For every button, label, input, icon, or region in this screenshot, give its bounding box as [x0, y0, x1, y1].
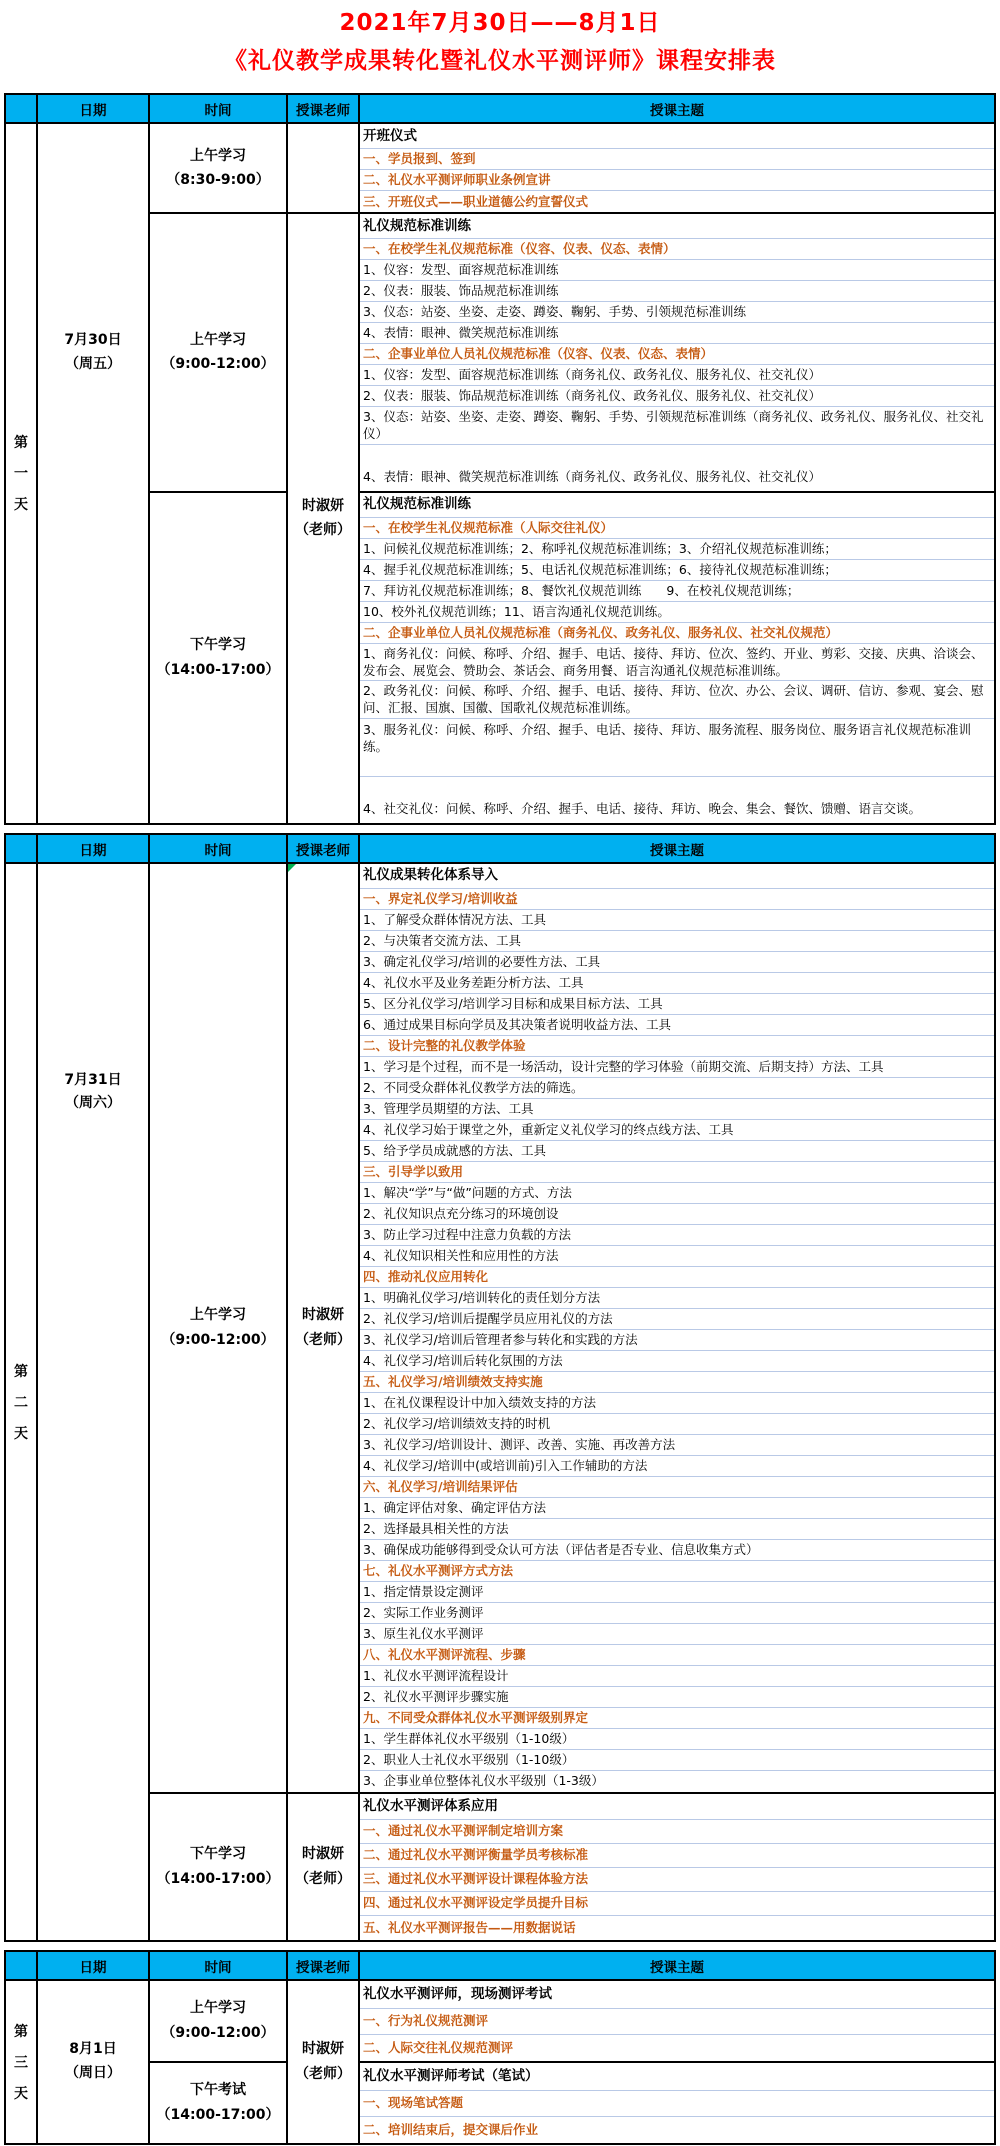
topic-row-item: 1、商务礼仪：问候、称呼、介绍、握手、电话、接待、拜访、位次、签约、开业、剪彩、交接、庆典、洽谈会、发布会、展览会、赞助会、茶话会、商务用餐、语言沟通礼仪规范标准训练。 — [360, 644, 994, 682]
topic-row-item: 2、职业人士礼仪水平级别（1-10级） — [360, 1750, 994, 1771]
topic-row-title: 礼仪水平测评师，现场测评考试 — [360, 1981, 994, 2009]
topic-row-item: 3、确保成功能够得到受众认可方法（评估者是否专业、信息收集方式） — [360, 1540, 994, 1561]
topic-row-item: 1、在礼仪课程设计中加入绩效支持的方法 — [360, 1393, 994, 1414]
time-session-label: 下午学习 — [190, 1846, 246, 1862]
day-label-char: 一 — [14, 466, 28, 483]
topic-row-item: 4、社交礼仪：问候、称呼、介绍、握手、电话、接待、拜访、晚会、集会、餐饮、馈赠、语言交谈。 — [363, 801, 921, 817]
teacher-cell — [288, 1981, 360, 2143]
topic-cell — [360, 2061, 994, 2143]
topic-row-section: 三、开班仪式——职业道德公约宣誓仪式 — [363, 193, 589, 209]
header-cell-corner — [6, 835, 38, 862]
day-label-char: 第 — [14, 1363, 28, 1380]
topic-row-section: 二、通过礼仪水平测评衡量学员考核标准 — [360, 1844, 994, 1868]
time-cell — [150, 1981, 288, 2061]
topic-row-title: 礼仪水平测评体系应用 — [360, 1794, 994, 1820]
topic-row-item: 3、仪态：站姿、坐姿、走姿、蹲姿、鞠躬、手势、引领规范标准训练 — [360, 302, 994, 323]
topic-row-item: 3、管理学员期望的方法、工具 — [360, 1099, 994, 1120]
topic-row-section: 一、在校学生礼仪规范标准（人际交往礼仪） — [360, 518, 994, 539]
header-cell-corner — [6, 1952, 38, 1979]
time-cell — [150, 212, 288, 491]
header-cell-teacher: 授课老师 — [288, 1952, 360, 1979]
topic-cell — [360, 1981, 994, 2061]
topic-row-section: 八、礼仪水平测评流程、步骤 — [360, 1645, 994, 1666]
topic-row-item: 3、礼仪学习/培训后管理者参与转化和实践的方法 — [360, 1330, 994, 1351]
page-title — [4, 0, 996, 86]
page-title-line2: 《礼仪教学成果转化暨礼仪水平测评师》课程安排表 — [224, 48, 776, 74]
topic-row-item: 2、礼仪水平测评步骤实施 — [360, 1687, 994, 1708]
topic-row-item: 3、原生礼仪水平测评 — [360, 1624, 994, 1645]
time-range-label: （14:00-17:00） — [156, 661, 280, 678]
topic-row-item: 3、防止学习过程中注意力负载的方法 — [360, 1225, 994, 1246]
topic-row-section: 一、通过礼仪水平测评制定培训方案 — [360, 1820, 994, 1844]
teacher-suffix: （老师） — [295, 1331, 351, 1348]
topic-row-section: 二、企事业单位人员礼仪规范标准（仪容、仪表、仪态、表情） — [360, 344, 994, 365]
topic-row-item: 4、表情：眼神、微笑规范标准训练（商务礼仪、政务礼仪、服务礼仪、社交礼仪） — [363, 469, 821, 485]
table-header-row — [4, 1950, 996, 1981]
topic-row-item: 2、不同受众群体礼仪教学方法的筛选。 — [360, 1078, 994, 1099]
topic-row-section: 二、设计完整的礼仪教学体验 — [360, 1036, 994, 1057]
time-session-label: 上午学习 — [190, 331, 246, 348]
topic-row-item: 2、仪表：服装、饰品规范标准训练（商务礼仪、政务礼仪、服务礼仪、社交礼仪） — [360, 386, 994, 407]
time-session-label: 下午考试 — [190, 2082, 246, 2098]
date-line2: （周五） — [65, 355, 121, 372]
header-cell-corner — [6, 95, 38, 122]
day-label-char: 三 — [14, 2054, 28, 2071]
topic-row-title: 开班仪式 — [360, 124, 994, 149]
teacher-name: 时淑妍 — [302, 1846, 344, 1862]
date-line1: 8月1日 — [69, 2040, 117, 2057]
topic-row-section: 一、学员报到、签到 — [360, 149, 994, 170]
topic-row-section: 四、通过礼仪水平测评设定学员提升目标 — [360, 1892, 994, 1916]
topic-row-section: 一、现场笔试答题 — [360, 2091, 994, 2117]
topic-row-section: 二、人际交往礼仪规范测评 — [363, 2039, 514, 2055]
header-cell-date: 日期 — [38, 95, 150, 122]
topic-row-item: 10、校外礼仪规范训练；11、语言沟通礼仪规范训练。 — [360, 602, 994, 623]
topic-row-item: 1、礼仪水平测评流程设计 — [360, 1666, 994, 1687]
teacher-cell — [288, 212, 360, 823]
day-label-char: 第 — [14, 2023, 28, 2040]
header-cell-teacher: 授课老师 — [288, 95, 360, 122]
topic-row-item: 2、礼仪学习/培训后提醒学员应用礼仪的方法 — [360, 1309, 994, 1330]
time-cell — [150, 124, 288, 212]
time-cell — [150, 864, 288, 1792]
header-cell-date: 日期 — [38, 1952, 150, 1979]
topic-row-title: 礼仪成果转化体系导入 — [360, 864, 994, 889]
time-range-label: （9:00-12:00） — [161, 2024, 275, 2041]
topic-row-item: 4、礼仪水平及业务差距分析方法、工具 — [360, 973, 994, 994]
teacher-cell — [288, 864, 360, 1792]
topic-row-item: 1、问候礼仪规范标准训练；2、称呼礼仪规范标准训练；3、介绍礼仪规范标准训练； — [360, 539, 994, 560]
table-header-row — [4, 833, 996, 864]
topic-cell — [360, 124, 994, 212]
date-line1: 7月31日 — [64, 1071, 122, 1088]
topic-row-item: 6、通过成果目标向学员及其决策者说明收益方法、工具 — [360, 1015, 994, 1036]
topic-row-item: 2、礼仪学习/培训绩效支持的时机 — [360, 1414, 994, 1435]
topic-cell — [360, 212, 994, 491]
section-gap — [4, 1942, 996, 1950]
header-cell-topic: 授课主题 — [650, 1959, 704, 1976]
topic-row-item: 3、服务礼仪：问候、称呼、介绍、握手、电话、接待、拜访、服务流程、服务岗位、服务语言礼仪规范标准训练。 — [360, 719, 994, 777]
time-session-label: 上午学习 — [190, 1307, 246, 1323]
section-body — [4, 864, 996, 1942]
teacher-name: 时淑妍 — [302, 1307, 344, 1323]
topic-row-item: 4、表情：眼神、微笑规范标准训练 — [360, 323, 994, 344]
topic-row-item: 7、拜访礼仪规范标准训练；8、餐饮礼仪规范训练 9、在校礼仪规范训练； — [360, 581, 994, 602]
topic-row-item: 2、选择最具相关性的方法 — [360, 1519, 994, 1540]
section-body — [4, 1981, 996, 2145]
date-cell — [38, 124, 150, 823]
date-line2: （周日） — [65, 2064, 121, 2081]
topic-row-item: 1、确定评估对象、确定评估方法 — [360, 1498, 994, 1519]
teacher-suffix: （老师） — [295, 522, 351, 539]
topic-row-section: 三、引导学以致用 — [360, 1162, 994, 1183]
date-cell — [38, 864, 150, 1940]
day-label-char: 天 — [14, 2085, 28, 2102]
topic-row-item: 2、政务礼仪：问候、称呼、介绍、握手、电话、接待、拜访、位次、办公、会议、调研、信访、参观、宴会、慰问、汇报、国旗、国徽、国歌礼仪规范标准训练。 — [360, 681, 994, 719]
topic-row-section: 五、礼仪水平测评报告——用数据说话 — [363, 1919, 576, 1935]
schedule-section-day3 — [4, 1950, 996, 2145]
time-cell — [150, 491, 288, 823]
topic-row-item: 1、仪容：发型、面容规范标准训练 — [360, 260, 994, 281]
topic-row-item: 4、礼仪学习始于课堂之外，重新定义礼仪学习的终点线方法、工具 — [360, 1120, 994, 1141]
topic-row-title: 礼仪水平测评师考试（笔试） — [360, 2063, 994, 2091]
time-cell — [150, 2061, 288, 2143]
topic-cell — [360, 1792, 994, 1940]
topic-cell — [360, 491, 994, 823]
time-session-label: 上午学习 — [190, 147, 246, 164]
topic-row-item: 2、与决策者交流方法、工具 — [360, 931, 994, 952]
topic-row-item: 1、明确礼仪学习/培训转化的责任划分方法 — [360, 1288, 994, 1309]
time-session-label: 上午学习 — [190, 2000, 246, 2016]
page-title-line1: 2021年7月30日——8月1日 — [339, 10, 661, 36]
topic-row-item: 3、企事业单位整体礼仪水平级别（1-3级） — [363, 1773, 604, 1789]
time-range-label: （8:30-9:00） — [166, 172, 270, 188]
schedule-section-day2 — [4, 833, 996, 1942]
topic-row-item: 3、仪态：站姿、坐姿、走姿、蹲姿、鞠躬、手势、引领规范标准训练（商务礼仪、政务礼仪、服务礼仪、社交礼仪） — [360, 407, 994, 445]
topic-row-section: 一、在校学生礼仪规范标准（仪容、仪表、仪态、表情） — [360, 239, 994, 260]
time-cell — [150, 1792, 288, 1940]
date-line2: （周六） — [65, 1095, 121, 1112]
day-label — [6, 864, 38, 1940]
topic-row-item: 1、了解受众群体情况方法、工具 — [360, 910, 994, 931]
topic-row-item: 1、指定情景设定测评 — [360, 1582, 994, 1603]
title-table-spacer — [4, 86, 996, 93]
topic-row-section: 四、推动礼仪应用转化 — [360, 1267, 994, 1288]
teacher-empty-cell — [288, 124, 360, 212]
time-session-label: 下午学习 — [190, 637, 246, 653]
table-header-row — [4, 93, 996, 124]
topic-row-item: 3、礼仪学习/培训设计、测评、改善、实施、再改善方法 — [360, 1435, 994, 1456]
topic-row-section: 三、通过礼仪水平测评设计课程体验方法 — [360, 1868, 994, 1892]
section-body — [4, 124, 996, 825]
topic-row-section: 五、礼仪学习/培训绩效支持实施 — [360, 1372, 994, 1393]
topic-row-item: 5、给予学员成就感的方法、工具 — [360, 1141, 994, 1162]
topic-row-item: 5、区分礼仪学习/培训学习目标和成果目标方法、工具 — [360, 994, 994, 1015]
header-cell-time: 时间 — [150, 95, 288, 122]
topic-row-section: 七、礼仪水平测评方式方法 — [360, 1561, 994, 1582]
topic-row-title: 礼仪规范标准训练 — [360, 493, 994, 518]
header-cell-time: 时间 — [150, 835, 288, 862]
topic-row-item: 2、仪表：服装、饰品规范标准训练 — [360, 281, 994, 302]
topic-row-section: 二、培训结束后，提交课后作业 — [363, 2121, 539, 2137]
day-label-char: 二 — [14, 1394, 28, 1411]
topic-cell — [360, 864, 994, 1792]
teacher-name: 时淑妍 — [302, 2041, 344, 2057]
course-schedule-page — [4, 0, 996, 2145]
teacher-name: 时淑妍 — [302, 497, 344, 514]
teacher-suffix: （老师） — [295, 1870, 351, 1887]
topic-row-item: 4、礼仪知识相关性和应用性的方法 — [360, 1246, 994, 1267]
day-label — [6, 1981, 38, 2143]
topic-row-section: 六、礼仪学习/培训结果评估 — [360, 1477, 994, 1498]
topic-row-item: 4、礼仪学习/培训中(或培训前)引入工作辅助的方法 — [360, 1456, 994, 1477]
header-cell-date: 日期 — [38, 835, 150, 862]
schedule-sections — [4, 93, 996, 2145]
topic-row-item: 1、学习是个过程，而不是一场活动，设计完整的学习体验（前期交流、后期支持）方法、工具 — [360, 1057, 994, 1078]
topic-row-section: 二、企事业单位人员礼仪规范标准（商务礼仪、政务礼仪、服务礼仪、社交礼仪规范） — [360, 623, 994, 644]
section-gap — [4, 825, 996, 833]
time-range-label: （9:00-12:00） — [161, 1331, 275, 1348]
topic-row-item: 2、礼仪知识点充分练习的环境创设 — [360, 1204, 994, 1225]
date-line1: 7月30日 — [64, 332, 122, 348]
day-label — [6, 124, 38, 823]
day-label-char: 天 — [14, 1425, 28, 1442]
time-range-label: （14:00-17:00） — [156, 1870, 280, 1887]
teacher-suffix: （老师） — [295, 2065, 351, 2082]
day-label-char: 第 — [14, 435, 28, 452]
topic-row-item: 1、解决“学”与“做”问题的方式、方法 — [360, 1183, 994, 1204]
topic-row-title: 礼仪规范标准训练 — [360, 214, 994, 239]
topic-row-item: 3、确定礼仪学习/培训的必要性方法、工具 — [360, 952, 994, 973]
time-range-label: （14:00-17:00） — [156, 2106, 280, 2123]
teacher-cell — [288, 1792, 360, 1940]
topic-row-section: 九、不同受众群体礼仪水平测评级别界定 — [360, 1708, 994, 1729]
topic-row-item: 4、礼仪学习/培训后转化氛围的方法 — [360, 1351, 994, 1372]
time-range-label: （9:00-12:00） — [161, 356, 275, 373]
date-cell — [38, 1981, 150, 2143]
day-label-char: 天 — [14, 497, 28, 514]
header-cell-time: 时间 — [150, 1952, 288, 1979]
topic-row-item: 4、握手礼仪规范标准训练；5、电话礼仪规范标准训练；6、接待礼仪规范标准训练； — [360, 560, 994, 581]
schedule-section-day1 — [4, 93, 996, 825]
topic-row-section: 一、行为礼仪规范测评 — [360, 2009, 994, 2035]
header-cell-teacher: 授课老师 — [288, 835, 360, 862]
topic-row-item: 1、仪容：发型、面容规范标准训练（商务礼仪、政务礼仪、服务礼仪、社交礼仪） — [360, 365, 994, 386]
header-cell-topic: 授课主题 — [650, 103, 704, 119]
topic-row-item: 2、实际工作业务测评 — [360, 1603, 994, 1624]
topic-row-item: 1、学生群体礼仪水平级别（1-10级） — [360, 1729, 994, 1750]
topic-row-section: 二、礼仪水平测评师职业条例宣讲 — [360, 170, 994, 191]
topic-row-section: 一、界定礼仪学习/培训收益 — [360, 889, 994, 910]
header-cell-topic: 授课主题 — [650, 842, 704, 859]
